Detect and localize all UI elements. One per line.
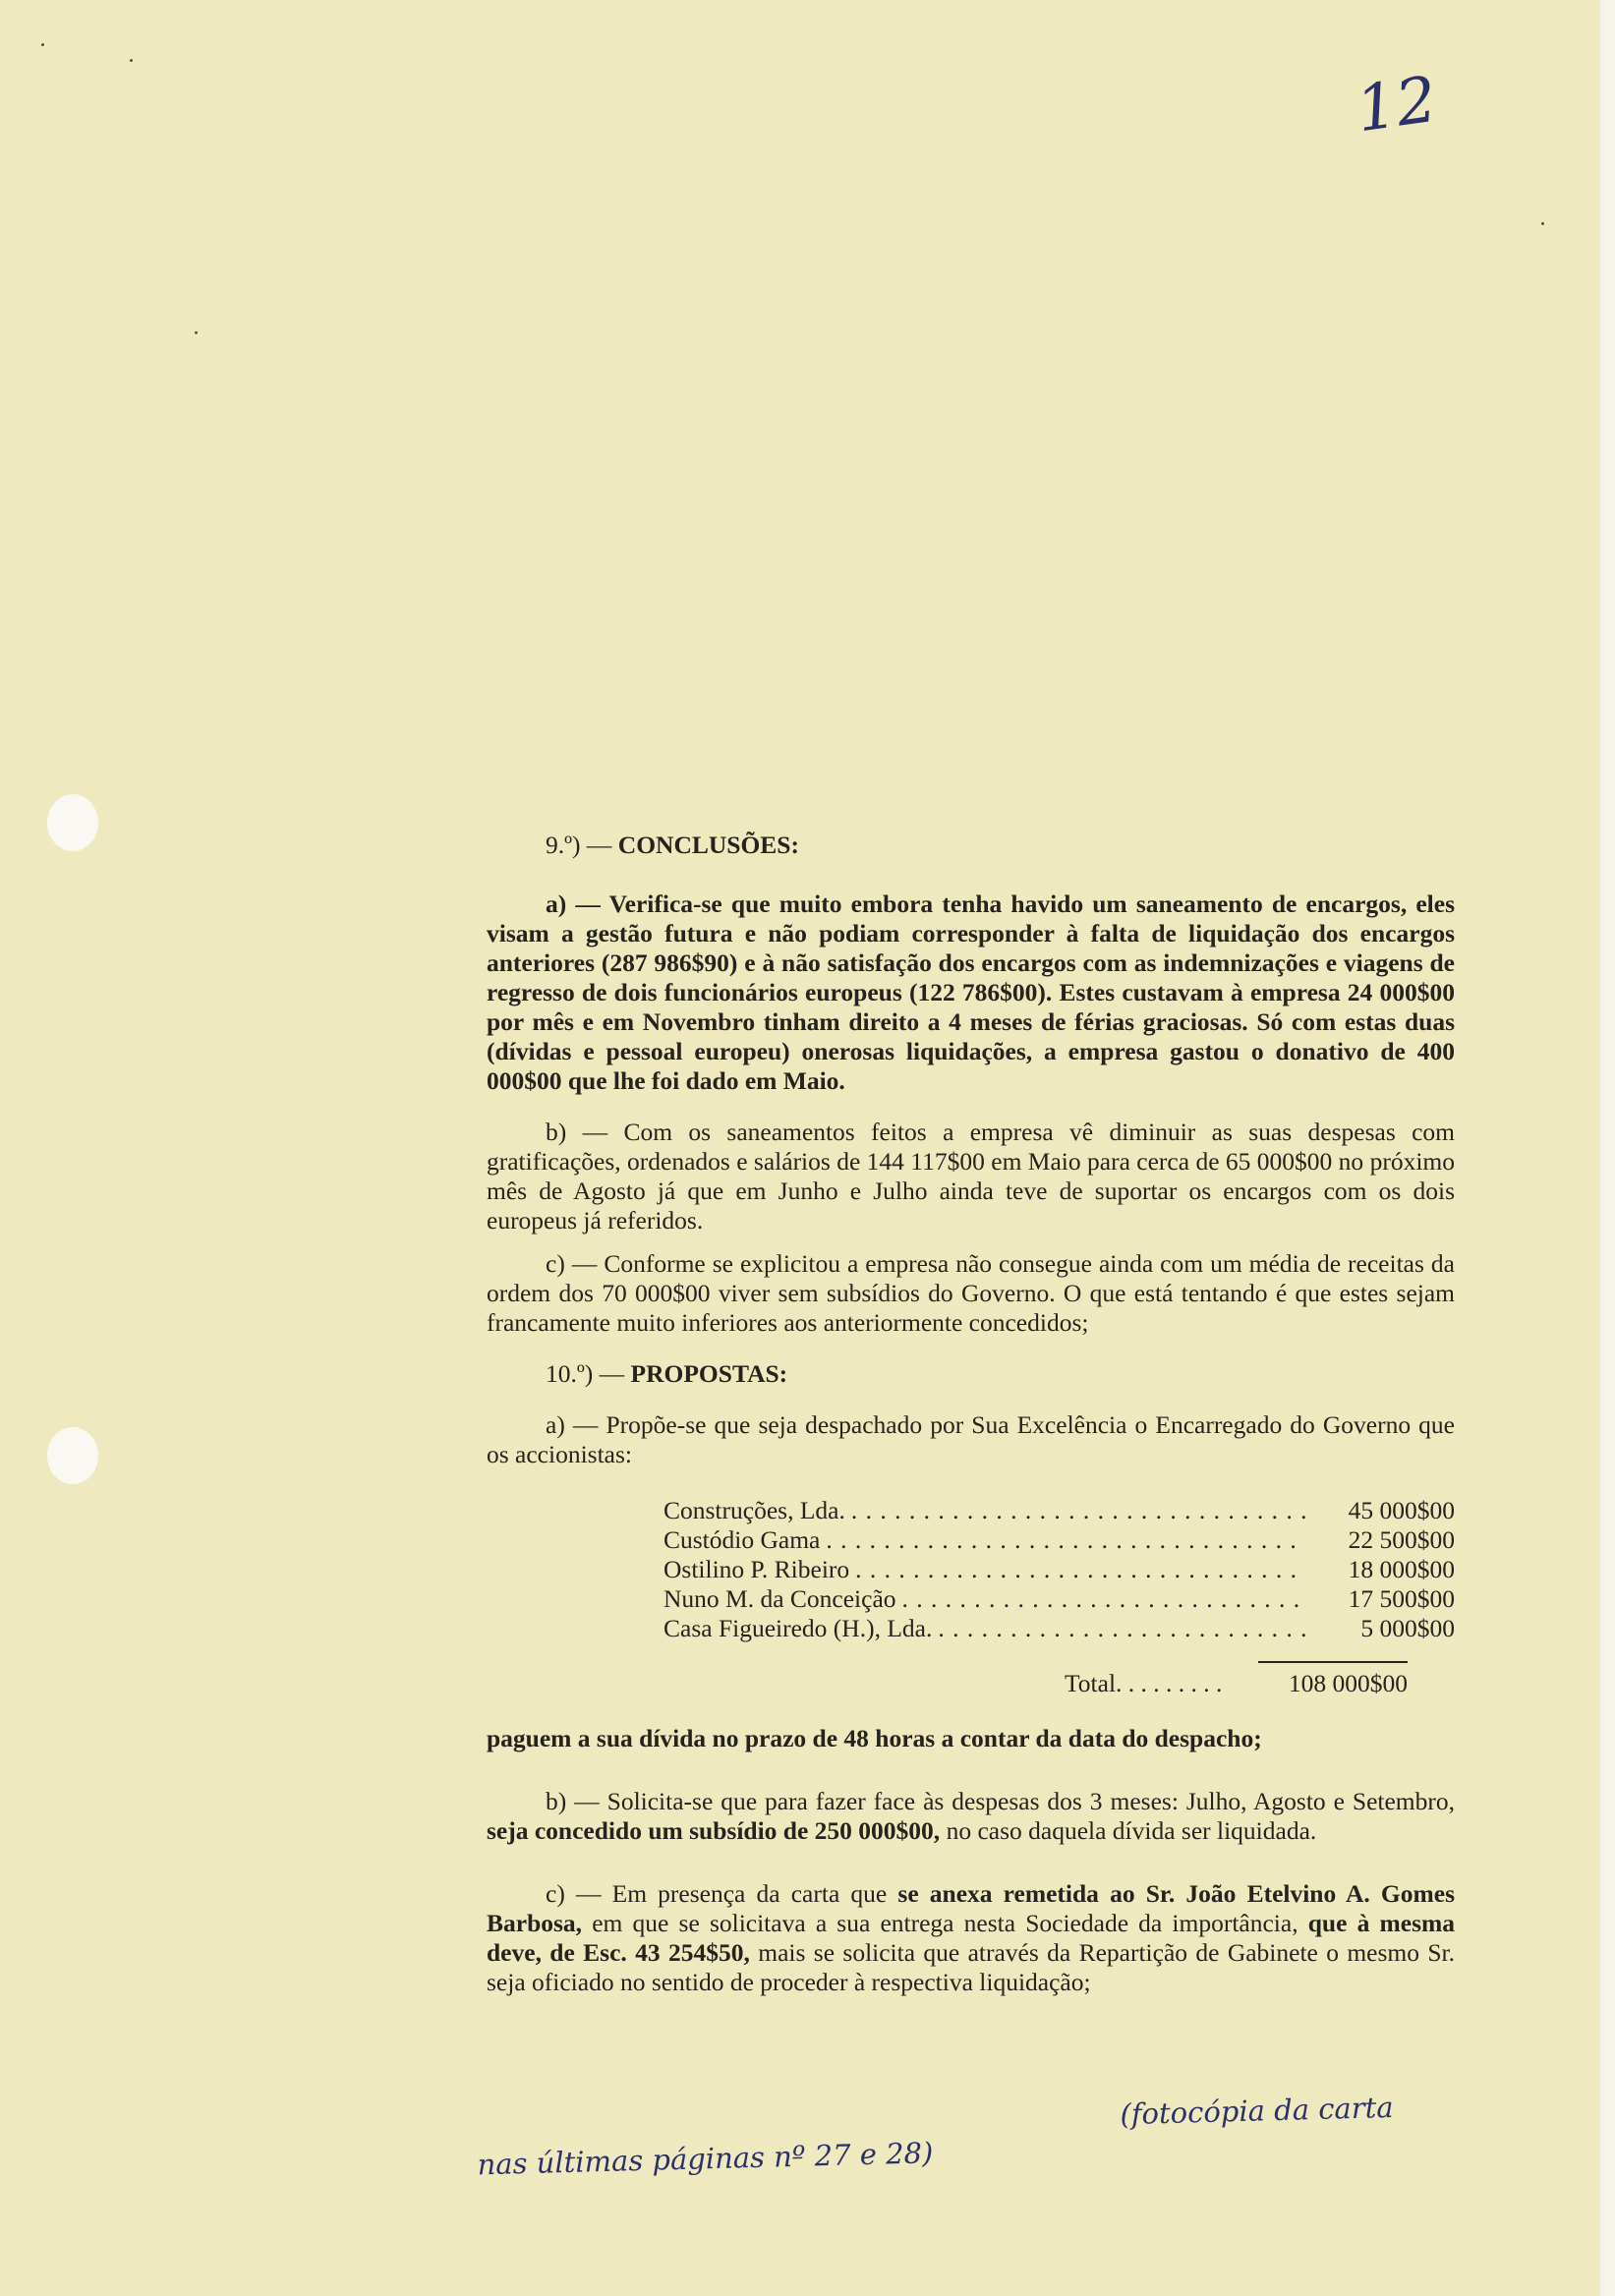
shareholder-name: Custódio Gama (663, 1525, 821, 1554)
heading-number: 9.º) — (546, 831, 618, 859)
shareholder-amount: 18 000$00 (1348, 1555, 1455, 1583)
shareholder-amount: 45 000$00 (1348, 1496, 1455, 1524)
shareholder-name: Ostilino P. Ribeiro (663, 1555, 850, 1583)
heading-number: 10.º) — (546, 1359, 631, 1388)
text-run: mais se solicita que através da Repartição de Gabinete o mesmo Sr. seja oficiado no sentido de proceder à respectiva liquidação; (487, 1938, 1455, 1996)
shareholder-list (663, 1496, 1455, 1697)
total-label: Total (1065, 1669, 1117, 1697)
shareholder-row (663, 1555, 1455, 1584)
leader-dots (938, 1614, 1305, 1643)
proposal-c (487, 1879, 1455, 1997)
shareholder-name: Nuno M. da Conceição (663, 1584, 896, 1613)
speck (130, 59, 133, 62)
speck (195, 331, 198, 334)
page-edge (1600, 0, 1615, 2296)
heading-text: PROPOSTAS: (630, 1359, 788, 1388)
conclusion-b: b) — Com os saneamentos feitos a empresa vê diminuir as suas despesas com gratificações, ordenados e salários de 144 117$00 em Maio para cerca de 65 000$00 no próximo mês de Agosto já que em Junho e Julho ainda teve de suportar os encargos com os dois europeus já referidos. (487, 1118, 1455, 1234)
text-run-bold: se anexa remetida ao Sr. João Etelvino A. Gomes Barbosa, (487, 1879, 1455, 1937)
total-amount: 108 000$00 (1258, 1661, 1408, 1698)
shareholder-amount: 5 000$00 (1360, 1614, 1455, 1642)
shareholder-name: Construções, Lda. (663, 1496, 845, 1524)
punch-hole-upper (47, 794, 98, 851)
document-body (487, 831, 1455, 1997)
proposal-a-intro: a) — Propõe-se que seja despachado por Sua Excelência o Encarregado do Governo que os accionistas: (487, 1410, 1455, 1468)
leader-dots (855, 1555, 1305, 1584)
text-run: c) — Em presença da carta que (546, 1879, 898, 1908)
shareholder-row (663, 1525, 1455, 1555)
shareholder-row (663, 1496, 1455, 1525)
text-run: em que se solicitava a sua entrega nesta Sociedade da importância, (582, 1909, 1308, 1937)
text-run: no caso daquela dívida ser liquidada. (940, 1816, 1317, 1845)
handwritten-page-number: 12 (1352, 63, 1442, 147)
speck (1541, 222, 1544, 225)
shareholder-name: Casa Figueiredo (H.), Lda. (663, 1614, 933, 1642)
proposal-a-conclusion: paguem a sua dívida no prazo de 48 horas a contar da data do despacho; (487, 1724, 1262, 1752)
leader-dots (826, 1525, 1305, 1555)
text-run-bold: seja concedido um subsídio de 250 000$00, (487, 1816, 941, 1845)
leader-dots (851, 1496, 1305, 1525)
proposals-heading (487, 1359, 1455, 1389)
leader-dots (1116, 1669, 1229, 1698)
shareholder-amount: 17 500$00 (1348, 1584, 1455, 1613)
proposal-b (487, 1787, 1455, 1846)
total-row (663, 1661, 1455, 1697)
shareholder-row (663, 1614, 1455, 1643)
handwritten-note-line: (fotocópia da carta (1120, 2090, 1394, 2132)
handwritten-note-line: nas últimas páginas nº 27 e 28) (477, 2136, 934, 2182)
conclusion-c: c) — Conforme se explicitou a empresa não consegue ainda com um média de receitas da ordem dos 70 000$00 viver sem subsídios do Governo. O que está tentando é que estes sejam francamente muito inferiores aos anteriormente concedidos; (487, 1249, 1455, 1337)
conclusion-a: a) — Verifica-se que muito embora tenha havido um saneamento de encargos, eles visam a gestão futura e não podiam corresponder à falta de liquidação dos encargos anteriores (287 986$90) e à não satisfação dos encargos com as indemnizações e viagens de regresso de dois funcionários europeus (122 786$00). Estes custavam à empresa 24 000$00 por mês e em Novembro tinham direito a 4 meses de férias graciosas. Só com estas duas (dívidas e pessoal europeu) onerosas liquidações, a empresa gastou o donativo de 400 000$00 que lhe foi dado em Maio. (487, 890, 1455, 1095)
shareholder-row (663, 1584, 1455, 1614)
handwritten-note (476, 2089, 1479, 2182)
shareholder-amount: 22 500$00 (1348, 1525, 1455, 1554)
conclusions-heading (487, 831, 1455, 860)
text-run-bold: que à mesma deve, de Esc. 43 254$50, (487, 1909, 1455, 1967)
text-run: b) — Solicita-se que para fazer face às despesas dos 3 meses: Julho, Agosto e Setembro, (546, 1787, 1455, 1815)
speck (41, 43, 44, 46)
heading-text: CONCLUSÕES: (617, 831, 799, 859)
leader-dots (902, 1584, 1305, 1614)
punch-hole-lower (47, 1427, 98, 1484)
